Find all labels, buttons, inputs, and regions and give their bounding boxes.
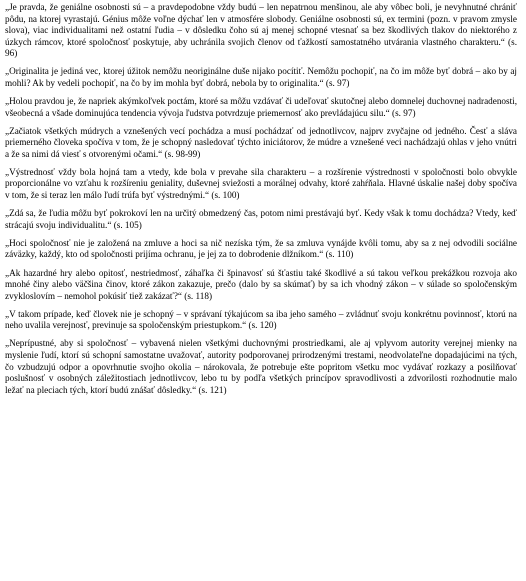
quote-paragraph: „Je pravda, že geniálne osobnosti sú – a pravdepodobne vždy budú – len nepatrnou menšinou, ale aby vôbec boli, je nevyhnutné chrániť pôdu, na ktorej vyrastajú. Génius môže voľne dýchať len v atmosfére slobody. Geniálne osobnosti sú, ex termini (pozn. v pravom zmysle slova), viac individualitami než ostatní ľudia – v dôsledku čoho sú aj menej schopné vtesnať sa bez škodlivých tlakov do niektorého z úzkych rámcov, ktoré spoločnosť poskytuje, aby uchránila svojich členov od ťažkostí samostatného utvárania vlastného charakteru.“ (s. 96) [5,2,517,59]
quote-paragraph: „Holou pravdou je, že napriek akýmkoľvek poctám, ktoré sa môžu vzdávať či udeľovať skutočnej alebo domnelej duchovnej nadradenosti, všeobecná a všade dominujúca tendencia vývoja ľudstva potvrdzuje priemernosť ako prevládajúcu silu.“ (s. 97) [5,96,517,118]
quote-paragraph: „Výstrednosť vždy bola hojná tam a vtedy, kde bola v prevahe sila charakteru – a rozšírenie výstrednosti v spoločnosti bolo obvykle proporcionálne vo vzťahu k rozšíreniu geniality, duševnej sviežosti a morálnej odvahy, ktoré zahŕňala. Hlavné úskalie našej doby spočíva v tom, že si teraz len málo ľudí trúfa byť výstrednými.“ (s. 100) [5,166,517,201]
quote-paragraph: „Začiatok všetkých múdrych a vznešených vecí pochádza a musí pochádzať od jednotlivcov, najprv zvyčajne od jedného. Česť a sláva priemerného človeka spočíva v tom, že je schopný nasledovať týchto iniciátorov, že múdre a vznešené veci nachádzajú ohlas v jeho vnútri a že sa nimi dá viesť s otvorenými očami.“ (s. 98-99) [5,125,517,159]
quote-document [5,2,517,403]
quote-paragraph: „Ak hazardné hry alebo opitosť, nestriedmosť, záhaľka či špinavosť sú šťastiu také škodlivé a sú takou veľkou prekážkou rozvoja ako mnohé činy alebo väčšina činov, ktoré zákon zakazuje, prečo (dalo by sa skúmať) by sa ich vhodný zákon – v súlade so spoločenským zvykloslovím – nemohol pokúsiť tiež zakázať?“ (s. 118) [5,267,517,301]
quote-paragraph: „Neprípustné, aby si spoločnosť – vybavená nielen všetkými duchovnými prostriedkami, ale aj vplyvom autority verejnej mienky na myslenie ľudí, ktorí sú schopní samostatne uvažovať, autority podporovanej prirodzenými trestami, neodvolateľne dopadajúcimi na tých, čo vzbudzujú odpor a opovrhnutie svojho okolia – nárokovala, že potrebuje ešte popritom všetku moc vydávať rozkazy a posilňovať poslušnosť v osobných záležitostiach jednotlivcov, lebo tu by podľa všetkých princípov spravodlivosti a zdvorilosti rozhodnutie malo ležať na pleciach tých, ktorí budú znášať dôsledky.“ (s. 121) [5,338,517,395]
quote-paragraph: „V takom prípade, keď človek nie je schopný – v správaní týkajúcom sa iba jeho samého – zvládnuť svoju konkrétnu povinnosť, ktorú na neho uvalila verejnosť, previnuje sa spoločenským priestupkom.“ (s. 120) [5,308,517,331]
quote-paragraph: „Zdá sa, že ľudia môžu byť pokrokoví len na určitý obmedzený čas, potom nimi prestávajú byť. Kedy však k tomu dochádza? Vtedy, keď strácajú svoju individualitu.“ (s. 105) [5,208,517,230]
quote-paragraph: „Hoci spoločnosť nie je založená na zmluve a hoci sa nič nezíska tým, že sa zmluva vynájde kvôli tomu, aby sa z nej odvodili sociálne záväzky, každý, kto od spoločnosti prijíma ochranu, je jej za to dobrodenie dlžníkom.“ (s. 110) [5,237,517,260]
quote-paragraph: „Originalita je jediná vec, ktorej úžitok nemôžu neoriginálne duše nijako pocítiť. Nemôžu pochopiť, na čo im môže byť dobrá – ako by aj mohli? Ak by vedeli pochopiť, na čo by im mohla byť dobrá, nebola by to originalita.“ (s. 97) [5,66,517,88]
